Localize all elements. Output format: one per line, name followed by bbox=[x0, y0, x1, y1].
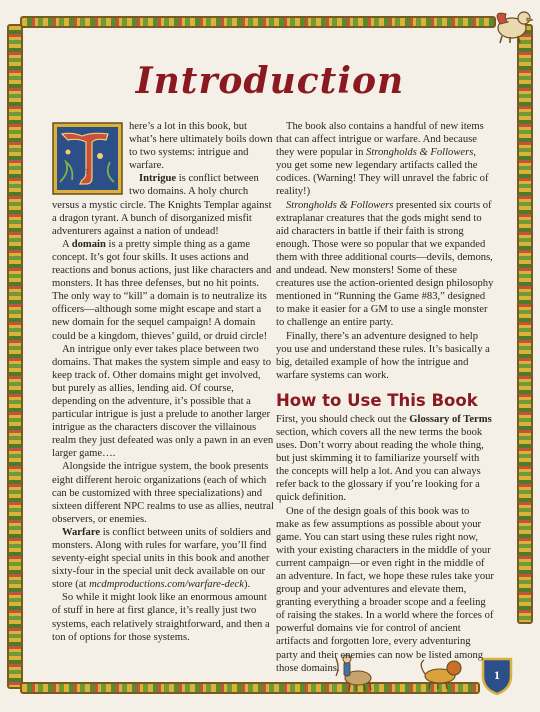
paragraph: An intrigue only ever takes place between two domains. That makes the system simple and easy to keep track of. Other domains might get involved, but purely as allies, lending aid. Of course, depending on the adventure, it’s possible that a particular intrigue is just a prelude to another larger intrigue as the characters discover the villainous realm they just defeated was only a pawn in an even larger game…. bbox=[52, 343, 274, 460]
paragraph: Finally, there’s an adventure designed to help you use and understand these rules. It’s basically a big, detailed example of how the intrigue and warfare systems can work. bbox=[276, 330, 490, 381]
svg-text:T: T bbox=[84, 169, 90, 176]
paragraph: So while it might look like an enormous amount of stuff in here at first glance, it’s really just two systems, each relatively straightforward, and then a ton of options for those systems. bbox=[52, 592, 270, 643]
page-number: 1 bbox=[494, 668, 500, 682]
paragraph: Warfare is conflict between units of soldiers and monsters. Along with rules for warfare, you’ll find seventy-eight special units in this book and another sixty-four in the special unit deck available on our store (at mcdmproductions.com/warfare-deck). bbox=[52, 526, 271, 591]
paragraph: First, you should check out the Glossary of Terms section, which covers all the new terms the book uses. Don’t worry about reading the whole thing, but just skimming it to familiarize yourself with the concepts will help a lot. And you can always refer back to the glossary if you’re looking for a quick definition. bbox=[276, 413, 492, 504]
ornamental-border-bottom bbox=[20, 682, 480, 694]
paragraph: Alongside the intrigue system, the book presents eight different heroic organizations (each of which can be customized with three specializations) and sixteen different NPC realms to use as allies, neutral observers, or enemies. bbox=[52, 461, 274, 525]
warfare-deck-link[interactable]: mcdmproductions.com/warfare-deck bbox=[89, 579, 244, 591]
ornamental-border-left bbox=[7, 24, 23, 689]
paragraph: A domain is a pretty simple thing as a game concept. It’s got four skills. It uses actions and reactions and bonus actions, just like characters and monsters. It has three defenses, but no hit points. The only way to “kill” a domain is to neutralize its officers—although some might escape and start a new domain for the sequel campaign! A domain could be a kingdom, thieves’ guild, or druid circle! bbox=[52, 238, 272, 342]
paragraph: here’s a lot in this book, but what’s here ultimately boils down to two systems: intrigue and warfare. bbox=[129, 121, 273, 172]
paragraph: The book also contains a handful of new items that can affect intrigue or warfare. And because they were popular in Strongholds & Followers, you get some new legendary artifacts called the codices. (Warning! They will unravel the fabric of reality!) bbox=[276, 121, 489, 198]
paragraph: Intrigue is conflict between two domains. A holy church versus a mystic circle. The Knights Templar against a dragon tyrant. A bunch of disorganized misfit adventurers against a nation of undead! bbox=[52, 173, 272, 237]
paragraph: One of the design goals of this book was to make as few assumptions as possible about your game. You can start using these rules right now, with your existing characters in the middle of your current campaign—or even right in the middle of an adventure. In fact, we hope these rules take your group and your adventures and elevate them, granting everything a broader scope and a feeling of raising the stakes. In a world where the forces of powerful domains vie for control of ancient artifacts and forgotten lore, every adventuring party and their enemies can now be listed among those domains. bbox=[276, 505, 494, 674]
section-heading: How to Use This Book bbox=[276, 390, 478, 410]
griffin-illustration-icon bbox=[486, 6, 534, 44]
right-column bbox=[276, 120, 494, 675]
ornamental-border-right bbox=[517, 24, 533, 624]
ornamental-border-top bbox=[20, 16, 496, 28]
left-column bbox=[52, 120, 274, 644]
paragraph: Strongholds & Followers presented six courts of extraplanar creatures that the gods might send to aid characters in battle if their faith is strong enough. Those were so popular that we expanded them with three additional courts—devils, demons, and undead. New monsters! Some of these creatures use the action-oriented design philosophy mentioned in “Running the Game #83,” designed to make it easier for a GM to use a single monster to challenge an entire party. bbox=[276, 199, 494, 329]
page-title: Introduction bbox=[135, 60, 405, 102]
drop-cap-t-icon bbox=[52, 122, 123, 195]
